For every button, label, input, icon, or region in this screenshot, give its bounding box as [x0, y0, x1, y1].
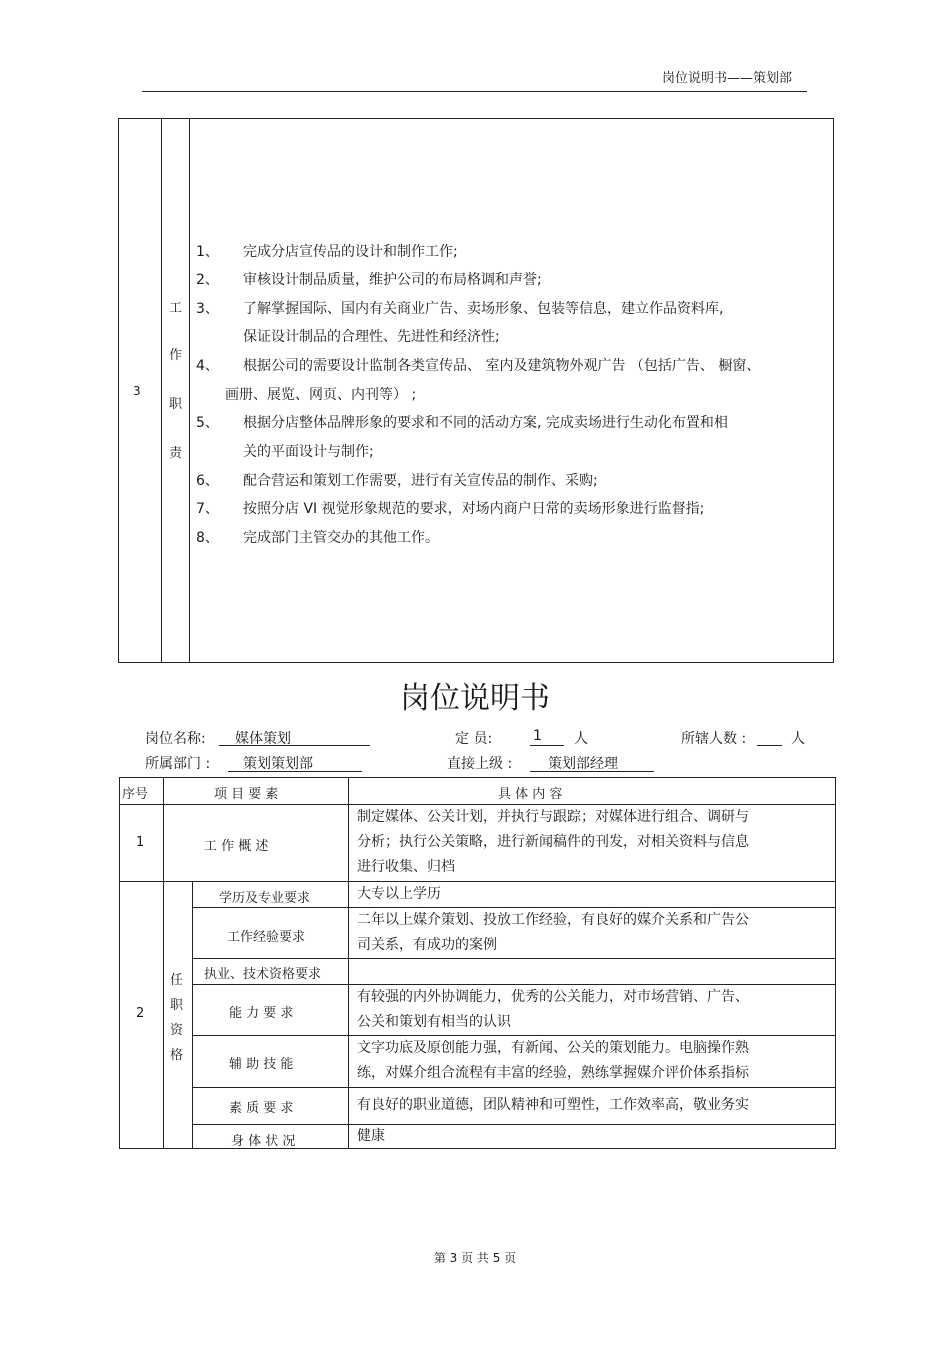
content-line: 文字功底及原创能力强，有新闻、公关的策划能力。电脑操作熟 [357, 1040, 749, 1056]
duty-text: 完成部门主管交办的其他工作。 [243, 530, 439, 546]
duty-text: 按照分店 VI 视觉形象规范的要求，对场内商户日常的卖场形象进行监督指; [243, 501, 705, 517]
content-line: 有良好的职业道德，团队精神和可塑性，工作效率高，敬业务实 [357, 1097, 749, 1113]
department-underline [228, 771, 362, 772]
sub-item: 身 体 状 况 [231, 1134, 296, 1149]
sub-content [357, 1093, 749, 1118]
row2-number: 2 [136, 1006, 145, 1021]
duty-text: 画册、展览、网页、内刊等） ; [225, 387, 417, 403]
duty-number: 2、 [196, 272, 219, 288]
duty-text: 审核设计制品质量，维护公司的布局格调和声誉; [243, 272, 542, 288]
duty-number: 7、 [196, 501, 219, 517]
table-rule [192, 881, 193, 1149]
duty-text: 了解掌握国际、国内有关商业广告、卖场形象、包装等信息，建立作品资料库, [243, 301, 724, 317]
quota-underline [530, 745, 564, 746]
page-footer: 第 3 页 共 5 页 [433, 1251, 517, 1265]
table-rule [192, 958, 836, 959]
duty-number: 1、 [196, 244, 219, 260]
row2-group-char: 资 [170, 1023, 184, 1038]
header-rule [142, 91, 807, 92]
row2-group-char: 任 [170, 973, 184, 988]
content-line: 大专以上学历 [357, 886, 441, 902]
sub-content [357, 1036, 749, 1086]
table-rule [192, 1124, 836, 1125]
supervisor-label: 直接上级 : [447, 756, 513, 772]
content-line: 制定媒体、公关计划，并执行与跟踪；对媒体进行组合、调研与 [357, 809, 749, 825]
row1-content [357, 805, 749, 880]
row2-group-char: 格 [170, 1048, 184, 1063]
table-rule [163, 777, 164, 1149]
position-value: 媒体策划 [235, 731, 291, 747]
duty-text: 配合营运和策划工作需要，进行有关宣传品的制作、采购; [243, 473, 598, 489]
sub-content [357, 908, 749, 958]
sub-content [357, 882, 441, 907]
sub-item: 辅 助 技 能 [229, 1057, 294, 1072]
duties-table-divider [161, 119, 162, 662]
duty-number: 8、 [196, 530, 219, 546]
duty-text: 保证设计制品的合理性、先进性和经济性; [243, 329, 500, 345]
quota-unit: 人 [574, 731, 588, 747]
quota-label: 定 员: [455, 731, 493, 747]
supervisor-underline [530, 771, 654, 772]
sub-item: 能 力 要 求 [229, 1006, 294, 1021]
table-rule [348, 777, 349, 1149]
sub-content [357, 1124, 385, 1149]
position-underline [219, 745, 370, 746]
sub-item: 执业、技术资格要求 [204, 967, 322, 982]
duty-number: 3、 [196, 301, 219, 317]
content-line: 有较强的内外协调能力，优秀的公关能力，对市场营销、广告、 [357, 989, 749, 1005]
duty-text: 根据分店整体品牌形象的要求和不同的活动方案, 完成卖场进行生动化布置和相 [243, 415, 728, 431]
supervisor-value: 策划部经理 [548, 756, 618, 772]
sub-item: 学历及专业要求 [219, 891, 311, 906]
duty-text: 完成分店宣传品的设计和制作工作; [243, 244, 458, 260]
duty-number: 4、 [196, 358, 219, 374]
row1-number: 1 [136, 835, 145, 850]
document-title: 岗位说明书 [400, 681, 550, 716]
duty-number: 6、 [196, 473, 219, 489]
row1-item: 工 作 概 述 [204, 839, 269, 854]
sub-item: 工作经验要求 [227, 930, 306, 945]
content-line: 健康 [357, 1128, 385, 1144]
quota-value: 1 [533, 728, 542, 744]
header-content: 具 体 内 容 [498, 787, 563, 802]
position-label: 岗位名称: [145, 731, 206, 747]
duty-text: 根据公司的需要设计监制各类宣传品、 室内及建筑物外观广告 （包括广告、 橱窗、 [243, 358, 761, 374]
sub-content [357, 985, 749, 1035]
duty-text: 关的平面设计与制作; [243, 444, 374, 460]
duties-table-divider [189, 119, 190, 662]
subordinates-underline [757, 745, 782, 746]
header-item: 项 目 要 素 [214, 787, 279, 802]
section-label-char: 责 [169, 446, 183, 461]
section-label-char: 工 [169, 301, 183, 316]
content-line: 练，对媒介组合流程有丰富的经验，熟练掌握媒介评价体系指标 [357, 1065, 749, 1081]
header-seq: 序号 [122, 787, 149, 802]
row2-group-char: 职 [170, 998, 184, 1013]
content-line: 进行收集、归档 [357, 859, 455, 875]
section-number: 3 [133, 384, 141, 398]
content-line: 司关系，有成功的案例 [357, 937, 497, 953]
content-line: 公关和策划有相当的认识 [357, 1014, 511, 1030]
subordinates-unit: 人 [791, 731, 805, 747]
duty-number: 5、 [196, 415, 219, 431]
table-rule [192, 1087, 836, 1088]
section-label-char: 作 [169, 348, 183, 363]
sub-item: 素 质 要 求 [229, 1101, 294, 1116]
subordinates-label: 所辖人数 : [681, 731, 747, 747]
content-line: 二年以上媒介策划、投放工作经验，有良好的媒介关系和广告公 [357, 912, 749, 928]
table-rule [119, 881, 836, 882]
department-value: 策划策划部 [243, 756, 313, 772]
page-header: 岗位说明书——策划部 [661, 71, 792, 86]
section-label-char: 职 [169, 397, 183, 412]
department-label: 所属部门 : [145, 756, 211, 772]
content-line: 分析；执行公关策略，进行新闻稿件的刊发，对相关资料与信息 [357, 834, 749, 850]
